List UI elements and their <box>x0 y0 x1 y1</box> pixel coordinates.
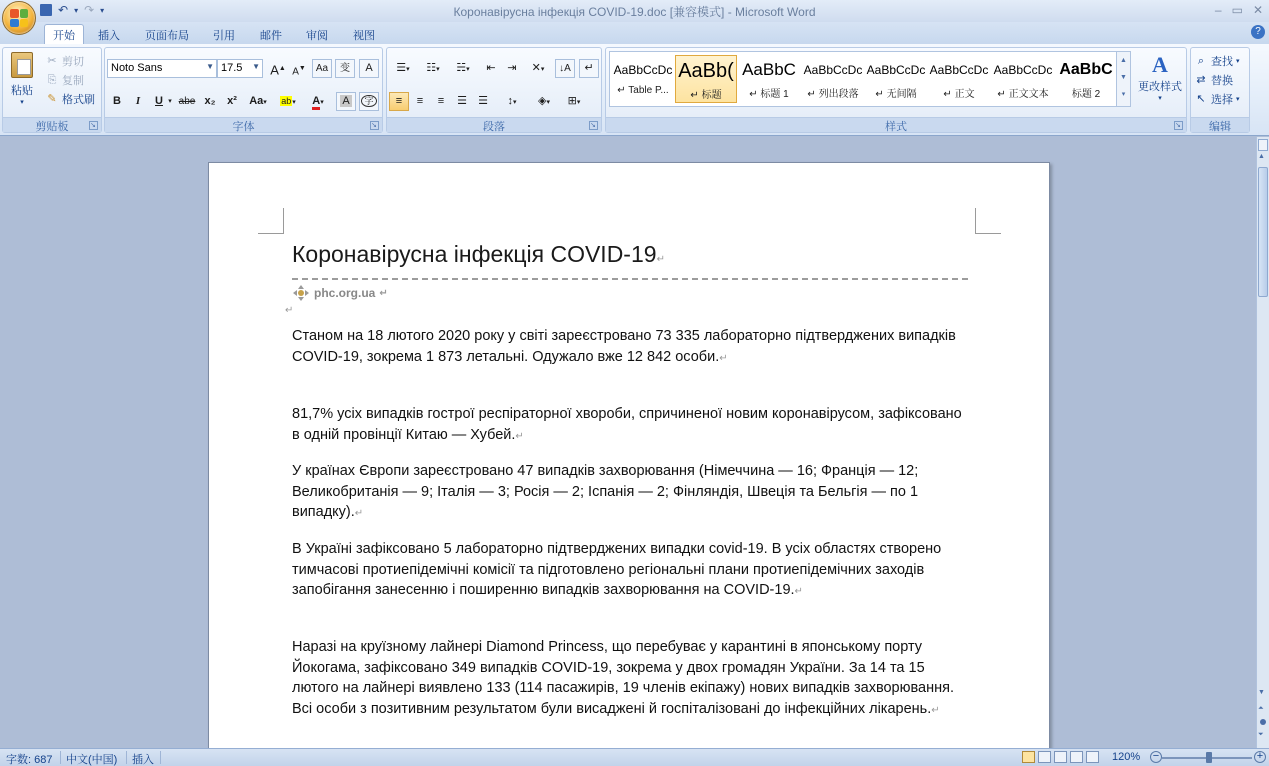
draft-icon[interactable] <box>1086 751 1099 763</box>
numbering-button[interactable]: ☷▾ <box>426 62 440 74</box>
select-label: 选择 <box>1211 94 1233 106</box>
margin-corner-mark <box>975 208 1001 234</box>
font-group <box>104 47 383 133</box>
chevron-down-icon[interactable]: ▾ <box>74 5 79 15</box>
distribute-icon: ☰ <box>478 95 488 107</box>
copy-button[interactable] <box>45 72 84 88</box>
char-shading-icon: A <box>342 95 350 107</box>
align-center-button[interactable] <box>410 92 430 111</box>
style-name: ↵ 正文 <box>943 89 975 100</box>
language-status[interactable]: 中文(中国) <box>66 754 118 766</box>
clipboard-group <box>2 47 102 133</box>
select-button[interactable]: ↖ 选择 ▾ <box>1194 91 1240 107</box>
style-preview: AaBbC <box>742 60 796 79</box>
tab-page-layout[interactable]: 页面布局 <box>145 30 189 42</box>
style-normal[interactable] <box>928 55 990 103</box>
style-name: ↵ 正文文本 <box>997 89 1049 100</box>
strikethrough-icon: abe <box>178 96 196 107</box>
bold-icon: B <box>113 95 121 107</box>
ruler-toggle-icon[interactable] <box>1258 139 1268 151</box>
italic-icon: I <box>135 95 141 107</box>
ribbon-tabs <box>0 22 1269 44</box>
style-preview: AaBbCcDc <box>866 63 926 77</box>
brush-icon: ✎ <box>47 93 57 105</box>
browse-object-icon[interactable] <box>1260 719 1266 725</box>
shading-button[interactable]: ◈▾ <box>538 95 550 107</box>
document-area <box>0 137 1256 748</box>
source-line[interactable] <box>292 284 388 302</box>
styles-group-label: 样式 <box>606 117 1186 132</box>
change-styles-label: 更改样式 <box>1138 81 1182 93</box>
redo-icon[interactable]: ↷ <box>84 3 95 17</box>
cut-label: 剪切 <box>62 56 84 68</box>
zoom-in-icon[interactable]: + <box>1254 751 1266 763</box>
office-button[interactable] <box>2 1 36 35</box>
title-bar <box>0 0 1269 22</box>
align-center-icon: ≡ <box>416 95 424 107</box>
style-gallery <box>609 51 1131 107</box>
zoom-level[interactable]: 120% <box>1112 751 1141 763</box>
char-border-button[interactable] <box>359 59 379 78</box>
style-heading-1[interactable] <box>738 55 800 103</box>
grow-font-button[interactable]: A▲ <box>270 62 286 78</box>
style-preview: AaBbCcDc <box>613 63 673 77</box>
tab-insert[interactable]: 插入 <box>98 30 120 42</box>
numbered-list-icon: ☷ <box>426 62 437 74</box>
document-page[interactable] <box>208 162 1050 748</box>
margin-corner-mark <box>258 208 284 234</box>
paragraph-group <box>386 47 602 133</box>
line-spacing-icon: ↕ <box>507 95 513 107</box>
subscript-button[interactable] <box>200 92 220 111</box>
tab-view[interactable]: 视图 <box>353 30 375 42</box>
format-painter-button[interactable] <box>45 91 95 107</box>
bullet-list-icon: ☰ <box>396 62 407 74</box>
replace-button[interactable] <box>1194 72 1233 88</box>
web-layout-icon[interactable] <box>1054 751 1067 763</box>
highlighter-icon: ab <box>281 96 292 106</box>
style-name: ↵ 标题 1 <box>749 89 789 100</box>
status-bar <box>0 748 1269 766</box>
change-case-button[interactable]: Aa▾ <box>249 95 267 107</box>
style-body-text[interactable] <box>992 55 1054 103</box>
paste-label: 粘贴 <box>11 85 33 97</box>
editing-group <box>1190 47 1250 133</box>
minimize-icon[interactable]: – <box>1214 3 1222 17</box>
help-icon[interactable]: ? <box>1251 25 1265 39</box>
paragraph-text: Станом на 18 лютого 2020 року у світі зареєстровано 73 335 лабораторно підтверджених випадків COVID-19, зокрема 1 873 летальні. Одужало вже 12 842 особи. <box>292 328 956 365</box>
highlight-button[interactable]: ab▾ <box>281 96 296 106</box>
find-button[interactable]: ⌕ 查找 ▾ <box>1194 53 1240 69</box>
scissors-icon: ✂ <box>47 55 57 67</box>
style-name: 标题 2 <box>1071 89 1101 100</box>
previous-page-icon[interactable]: ⏶ <box>1258 705 1264 712</box>
paragraph-group-label: 段落 <box>387 117 601 132</box>
gallery-more-icon[interactable]: ▾ <box>1121 91 1126 98</box>
tab-mailings[interactable]: 邮件 <box>260 30 282 42</box>
editing-group-label: 编辑 <box>1191 117 1249 132</box>
change-case-icon: Aa <box>249 95 264 107</box>
format-painter-label: 格式刷 <box>62 94 95 106</box>
change-styles-icon: A <box>1152 52 1168 77</box>
align-right-icon: ≡ <box>437 95 445 107</box>
chevron-down-icon: ▼ <box>206 62 214 71</box>
style-heading-2[interactable] <box>1055 55 1117 103</box>
style-preview: AaBbC <box>1059 61 1113 78</box>
tab-review[interactable]: 审阅 <box>306 30 328 42</box>
copy-icon: ⎘ <box>47 74 57 86</box>
tab-home[interactable]: 开始 <box>44 24 84 44</box>
paragraph-mark: ↵ <box>354 508 364 519</box>
clipboard-group-label: 剪贴板 <box>3 117 101 132</box>
justify-button[interactable] <box>452 92 472 111</box>
phonetic-icon: 变 <box>340 63 350 74</box>
font-name-value: Noto Sans <box>111 62 163 74</box>
customize-qat-icon[interactable]: ▾ <box>100 5 105 15</box>
move-handle-icon[interactable] <box>292 284 310 302</box>
style-table-paragraph[interactable] <box>612 55 674 103</box>
style-list-paragraph[interactable] <box>802 55 864 103</box>
superscript-icon: x² <box>227 95 237 107</box>
replace-icon: ⇄ <box>1196 74 1206 86</box>
document-paragraph[interactable] <box>292 461 972 525</box>
subscript-icon: x₂ <box>204 95 216 107</box>
paragraph-mark: ↵ <box>285 305 294 316</box>
italic-button[interactable] <box>128 92 148 111</box>
style-name: ↵ 无间隔 <box>875 89 917 100</box>
window-title: Коронавірусна інфекція COVID-19.doc [兼容模式] - Microsoft Word <box>453 5 816 19</box>
show-marks-button[interactable] <box>579 59 599 78</box>
underline-dropdown[interactable]: ▾ <box>168 98 172 105</box>
replace-label: 替换 <box>1211 75 1233 87</box>
document-paragraph[interactable] <box>292 637 972 721</box>
underline-icon: U <box>155 95 163 107</box>
style-name: ↵ Table P... <box>617 85 669 96</box>
char-border-icon: A <box>365 62 373 74</box>
close-icon[interactable]: ✕ <box>1252 3 1263 17</box>
vertical-scrollbar[interactable] <box>1256 137 1269 748</box>
borders-button[interactable]: ⊞▾ <box>567 95 581 107</box>
style-name: ↵ 列出段落 <box>807 89 859 100</box>
clipboard-icon <box>11 52 33 78</box>
clear-format-button[interactable] <box>312 59 332 78</box>
distribute-button[interactable] <box>473 92 493 111</box>
full-screen-reading-icon[interactable] <box>1038 751 1051 763</box>
shrink-font-button[interactable]: A▼ <box>292 65 306 78</box>
clear-format-icon: Aa <box>315 63 329 74</box>
dashed-divider <box>292 278 968 280</box>
restore-icon[interactable]: ▭ <box>1231 3 1243 17</box>
sort-button[interactable] <box>555 59 575 78</box>
chevron-down-icon: ▼ <box>252 62 260 71</box>
enclose-char-icon: 字 <box>361 95 376 107</box>
grow-font-icon: A <box>270 62 279 78</box>
justify-icon: ☰ <box>457 95 467 107</box>
office-logo-icon <box>10 9 28 27</box>
insert-mode-status[interactable]: 插入 <box>132 754 154 766</box>
ribbon <box>0 44 1269 136</box>
style-preview: AaBbCcDc <box>803 63 863 77</box>
chinese-layout-button[interactable]: ✕▾ <box>531 62 545 74</box>
dialog-launcher-icon[interactable]: ↘ <box>89 121 98 130</box>
scroll-thumb[interactable] <box>1258 167 1268 297</box>
paragraph-mark: ↵ <box>656 254 665 265</box>
paste-button[interactable] <box>7 52 37 110</box>
dialog-launcher-icon[interactable]: ↘ <box>370 121 379 130</box>
align-left-button[interactable] <box>389 92 409 111</box>
copy-label: 复制 <box>62 75 84 87</box>
font-size-value: 17.5 <box>221 62 243 74</box>
paragraph-mark-icon: ↵ <box>584 62 594 74</box>
indent-icon: ⇥ <box>507 62 517 74</box>
find-label: 查找 <box>1211 56 1233 68</box>
chevron-down-icon: ▾ <box>1158 95 1162 102</box>
strikethrough-button[interactable] <box>177 92 197 111</box>
paragraph-mark: ↵ <box>794 586 803 597</box>
phonetic-guide-button[interactable] <box>335 59 355 78</box>
style-title[interactable] <box>675 55 737 103</box>
view-buttons <box>1022 751 1099 763</box>
sort-icon: ↓A <box>559 63 571 74</box>
heading-text: Коронавірусна інфекція COVID-19 <box>292 241 657 267</box>
font-size-combo[interactable] <box>217 59 263 78</box>
line-spacing-button[interactable]: ↕▾ <box>507 95 517 107</box>
align-right-button[interactable] <box>431 92 451 111</box>
style-preview: AaBbCcDc <box>929 63 989 77</box>
char-shading-button[interactable] <box>336 92 356 111</box>
superscript-button[interactable] <box>222 92 242 111</box>
binoculars-icon: ⌕ <box>1197 55 1205 67</box>
paragraph-text: 81,7% усіх випадків гострої респіраторної хвороби, спричиненої новим коронавірусом, зафіксовано в одній провінції Китаю — Хубей. <box>292 406 962 443</box>
styles-group <box>605 47 1187 133</box>
multilevel-list-button[interactable]: ☵▾ <box>456 62 470 74</box>
scroll-down-icon[interactable]: ▼ <box>1258 689 1265 696</box>
scroll-down-icon[interactable]: ▼ <box>1120 74 1127 81</box>
undo-icon[interactable]: ↶ <box>58 3 69 17</box>
bold-button[interactable] <box>107 92 127 111</box>
font-color-icon: A <box>312 95 320 110</box>
paragraph-mark: ↵ <box>515 430 524 442</box>
outline-icon[interactable] <box>1070 751 1083 763</box>
multilevel-list-icon: ☵ <box>456 62 467 74</box>
paragraph-text: Наразі на круїзному лайнері Diamond Princess, що перебуває у карантині в японському порту Йокогама, зафіксовано 349 випадків COVID-19, зокрема у двох громадян України. За 14 та 15 лютого на лайнері виявлено 133 (114 пасажирів, 19 членів екіпажу) нових випадків захворювання. Всі особи з позитивним результатом були висаджені й госпіталізовані до інфекційних лікарень. <box>292 639 955 717</box>
document-paragraph[interactable] <box>292 539 972 603</box>
source-text: phc.org.ua <box>314 286 376 300</box>
style-name: ↵ 标题 <box>690 90 722 101</box>
next-page-icon[interactable]: ⏷ <box>1258 731 1264 738</box>
change-styles-button[interactable] <box>1136 52 1184 112</box>
paragraph-text: У країнах Європи зареєстровано 47 випадків захворювання (Німеччина — 16; Франція — 12; Великобританія — 9; Італія — 3; Росія — 2; Іспанія — 2; Фінляндія, Швеція та Бельгія — по 1 випадку). <box>292 463 919 520</box>
increase-indent-button[interactable] <box>502 59 522 78</box>
chevron-down-icon: ▾ <box>20 99 24 106</box>
dialog-launcher-icon[interactable]: ↘ <box>1174 121 1183 130</box>
cut-button[interactable] <box>45 53 84 69</box>
window-controls <box>1215 3 1263 17</box>
align-left-icon: ≡ <box>395 95 403 107</box>
bullets-button[interactable]: ☰▾ <box>396 62 410 74</box>
document-paragraph[interactable] <box>292 326 972 369</box>
font-color-button[interactable]: A▾ <box>305 92 331 111</box>
gallery-scroll[interactable] <box>1116 52 1130 106</box>
outdent-icon: ⇤ <box>486 62 496 74</box>
word-count[interactable]: 字数: 687 <box>6 754 53 766</box>
select-cursor-icon: ↖ <box>1196 93 1206 105</box>
paragraph-mark: ↵ <box>931 704 940 716</box>
document-paragraph[interactable] <box>292 404 972 447</box>
font-name-combo[interactable] <box>107 59 217 78</box>
dialog-launcher-icon[interactable]: ↘ <box>589 121 598 130</box>
scroll-up-icon[interactable]: ▲ <box>1120 57 1127 64</box>
decrease-indent-button[interactable] <box>481 59 501 78</box>
scroll-up-icon[interactable]: ▲ <box>1258 153 1265 160</box>
style-preview: AaBb( <box>678 60 734 82</box>
style-preview: AaBbCcDc <box>993 63 1053 77</box>
document-heading[interactable] <box>292 241 665 268</box>
paragraph-mark: ↵ <box>379 287 388 299</box>
font-group-label: 字体 <box>105 117 382 132</box>
zoom-out-icon[interactable]: − <box>1150 751 1162 763</box>
zoom-slider-thumb[interactable] <box>1206 752 1212 763</box>
paint-bucket-icon: ◈ <box>538 95 547 107</box>
shrink-font-icon: A <box>292 66 299 78</box>
tab-references[interactable]: 引用 <box>213 30 235 42</box>
print-layout-icon[interactable] <box>1022 751 1035 763</box>
paragraph-text: В Україні зафіксовано 5 лабораторно підтверджених випадки covid-19. В усіх областях створено тимчасові протиепідемічні комісії та підготовлено регіональні плани протиепідемічних заходів запобігання занесенню і поширенню випадків захворювання на COVID-19. <box>292 541 942 598</box>
paragraph-mark: ↵ <box>719 352 728 364</box>
border-icon: ⊞ <box>567 95 577 107</box>
style-no-spacing[interactable] <box>865 55 927 103</box>
chinese-layout-icon: ✕ <box>531 62 541 74</box>
enclose-char-button[interactable] <box>359 92 379 111</box>
